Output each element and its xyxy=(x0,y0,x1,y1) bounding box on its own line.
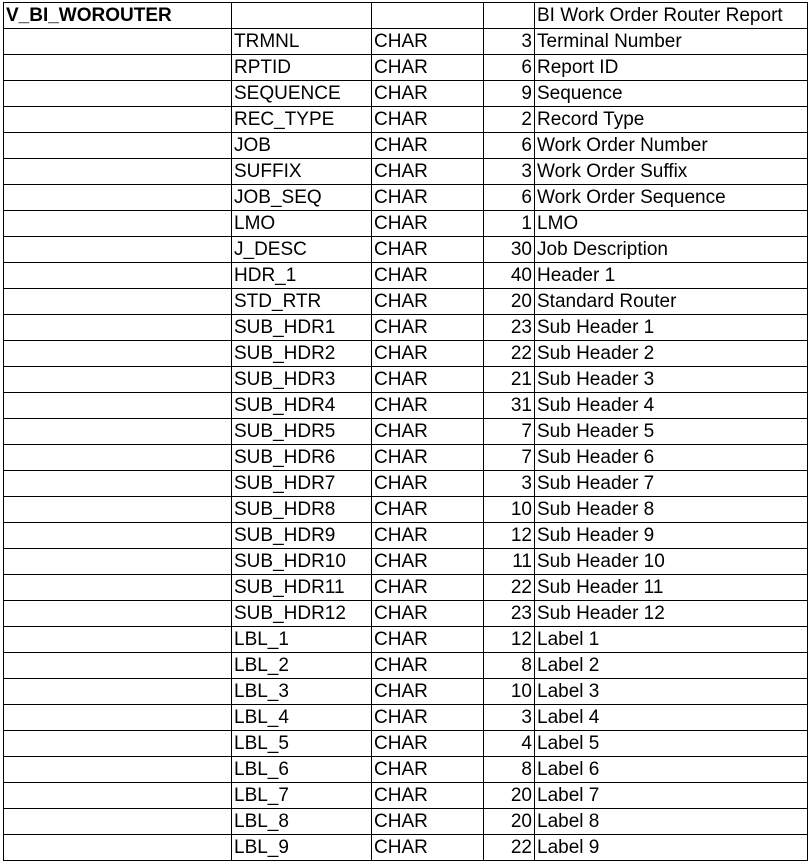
field-name-cell: SUB_HDR2 xyxy=(232,341,372,367)
field-name-cell: LBL_9 xyxy=(232,835,372,861)
description-cell: Work Order Number xyxy=(535,133,808,159)
empty-cell xyxy=(4,549,232,575)
length-cell: 6 xyxy=(484,133,535,159)
length-cell: 3 xyxy=(484,705,535,731)
length-cell: 10 xyxy=(484,497,535,523)
empty-cell xyxy=(4,575,232,601)
empty-cell xyxy=(232,3,372,29)
field-name-cell: HDR_1 xyxy=(232,263,372,289)
data-type-cell: CHAR xyxy=(372,731,484,757)
empty-cell xyxy=(4,159,232,185)
field-name-cell: SUB_HDR4 xyxy=(232,393,372,419)
length-cell: 22 xyxy=(484,341,535,367)
empty-cell xyxy=(4,705,232,731)
data-type-cell: CHAR xyxy=(372,367,484,393)
data-type-cell: CHAR xyxy=(372,757,484,783)
field-name-cell: SUB_HDR8 xyxy=(232,497,372,523)
description-cell: Label 9 xyxy=(535,835,808,861)
empty-cell xyxy=(4,185,232,211)
data-type-cell: CHAR xyxy=(372,107,484,133)
data-type-cell: CHAR xyxy=(372,809,484,835)
field-name-cell: SUB_HDR1 xyxy=(232,315,372,341)
data-type-cell: CHAR xyxy=(372,29,484,55)
empty-cell xyxy=(4,29,232,55)
data-type-cell: CHAR xyxy=(372,315,484,341)
table-row xyxy=(4,757,808,783)
description-cell: Sub Header 6 xyxy=(535,445,808,471)
field-name-cell: SUB_HDR12 xyxy=(232,601,372,627)
field-name-cell: SUB_HDR11 xyxy=(232,575,372,601)
data-type-cell: CHAR xyxy=(372,471,484,497)
field-name-cell: LBL_2 xyxy=(232,653,372,679)
table-row xyxy=(4,523,808,549)
description-cell: Work Order Suffix xyxy=(535,159,808,185)
field-name-cell: JOB_SEQ xyxy=(232,185,372,211)
empty-cell xyxy=(4,731,232,757)
field-name-cell: JOB xyxy=(232,133,372,159)
empty-cell xyxy=(4,81,232,107)
empty-cell xyxy=(4,653,232,679)
table-row xyxy=(4,107,808,133)
field-name-cell: SUB_HDR7 xyxy=(232,471,372,497)
table-row xyxy=(4,237,808,263)
table-row xyxy=(4,471,808,497)
table-row xyxy=(4,783,808,809)
empty-cell xyxy=(4,55,232,81)
field-name-cell: LBL_8 xyxy=(232,809,372,835)
data-type-cell: CHAR xyxy=(372,575,484,601)
description-cell: Sub Header 7 xyxy=(535,471,808,497)
table-row xyxy=(4,549,808,575)
table-row xyxy=(4,705,808,731)
length-cell: 22 xyxy=(484,835,535,861)
length-cell: 22 xyxy=(484,575,535,601)
empty-cell xyxy=(4,471,232,497)
data-type-cell: CHAR xyxy=(372,55,484,81)
length-cell: 7 xyxy=(484,419,535,445)
table-row xyxy=(4,835,808,861)
data-type-cell: CHAR xyxy=(372,341,484,367)
empty-cell xyxy=(4,809,232,835)
table-row xyxy=(4,393,808,419)
data-type-cell: CHAR xyxy=(372,393,484,419)
description-cell: Sub Header 12 xyxy=(535,601,808,627)
description-cell: Sub Header 8 xyxy=(535,497,808,523)
length-cell: 9 xyxy=(484,81,535,107)
field-name-cell: TRMNL xyxy=(232,29,372,55)
description-cell: Label 8 xyxy=(535,809,808,835)
description-cell: Sequence xyxy=(535,81,808,107)
description-cell: Standard Router xyxy=(535,289,808,315)
length-cell: 11 xyxy=(484,549,535,575)
data-type-cell: CHAR xyxy=(372,835,484,861)
empty-cell xyxy=(4,757,232,783)
length-cell: 20 xyxy=(484,783,535,809)
field-name-cell: LBL_5 xyxy=(232,731,372,757)
length-cell: 8 xyxy=(484,757,535,783)
table-row xyxy=(4,315,808,341)
table-row xyxy=(4,679,808,705)
empty-cell xyxy=(4,445,232,471)
length-cell: 20 xyxy=(484,289,535,315)
field-definition-table xyxy=(3,2,808,861)
length-cell: 2 xyxy=(484,107,535,133)
table-row xyxy=(4,601,808,627)
description-cell: LMO xyxy=(535,211,808,237)
table-row xyxy=(4,55,808,81)
description-cell: Label 3 xyxy=(535,679,808,705)
description-cell: Sub Header 4 xyxy=(535,393,808,419)
table-row xyxy=(4,29,808,55)
empty-cell xyxy=(4,367,232,393)
data-type-cell: CHAR xyxy=(372,185,484,211)
field-name-cell: J_DESC xyxy=(232,237,372,263)
description-cell: Header 1 xyxy=(535,263,808,289)
report-title: BI Work Order Router Report xyxy=(535,3,808,29)
empty-cell xyxy=(4,783,232,809)
table-row xyxy=(4,185,808,211)
data-type-cell: CHAR xyxy=(372,263,484,289)
length-cell: 40 xyxy=(484,263,535,289)
empty-cell xyxy=(4,419,232,445)
length-cell: 23 xyxy=(484,601,535,627)
data-type-cell: CHAR xyxy=(372,523,484,549)
empty-cell xyxy=(4,133,232,159)
data-type-cell: CHAR xyxy=(372,627,484,653)
description-cell: Sub Header 5 xyxy=(535,419,808,445)
field-name-cell: LBL_4 xyxy=(232,705,372,731)
data-type-cell: CHAR xyxy=(372,237,484,263)
table-row xyxy=(4,497,808,523)
data-type-cell: CHAR xyxy=(372,81,484,107)
empty-cell xyxy=(4,341,232,367)
data-type-cell: CHAR xyxy=(372,497,484,523)
table-row xyxy=(4,263,808,289)
description-cell: Job Description xyxy=(535,237,808,263)
description-cell: Sub Header 2 xyxy=(535,341,808,367)
length-cell: 12 xyxy=(484,627,535,653)
description-cell: Sub Header 9 xyxy=(535,523,808,549)
length-cell: 23 xyxy=(484,315,535,341)
table-row xyxy=(4,731,808,757)
empty-cell xyxy=(4,679,232,705)
length-cell: 3 xyxy=(484,29,535,55)
description-cell: Sub Header 3 xyxy=(535,367,808,393)
field-name-cell: SUB_HDR3 xyxy=(232,367,372,393)
description-cell: Record Type xyxy=(535,107,808,133)
description-cell: Label 7 xyxy=(535,783,808,809)
view-name: V_BI_WOROUTER xyxy=(4,3,232,29)
empty-cell xyxy=(4,289,232,315)
field-name-cell: SUB_HDR6 xyxy=(232,445,372,471)
table-row xyxy=(4,211,808,237)
field-name-cell: REC_TYPE xyxy=(232,107,372,133)
data-type-cell: CHAR xyxy=(372,133,484,159)
empty-cell xyxy=(372,3,484,29)
length-cell: 7 xyxy=(484,445,535,471)
data-type-cell: CHAR xyxy=(372,601,484,627)
empty-cell xyxy=(4,263,232,289)
table-body xyxy=(4,3,808,861)
empty-cell xyxy=(484,3,535,29)
table-row xyxy=(4,81,808,107)
field-name-cell: LBL_7 xyxy=(232,783,372,809)
empty-cell xyxy=(4,237,232,263)
table-row xyxy=(4,367,808,393)
empty-cell xyxy=(4,211,232,237)
length-cell: 6 xyxy=(484,55,535,81)
field-name-cell: LBL_6 xyxy=(232,757,372,783)
description-cell: Work Order Sequence xyxy=(535,185,808,211)
data-type-cell: CHAR xyxy=(372,679,484,705)
empty-cell xyxy=(4,523,232,549)
table-row xyxy=(4,159,808,185)
field-name-cell: RPTID xyxy=(232,55,372,81)
field-name-cell: SUB_HDR5 xyxy=(232,419,372,445)
length-cell: 10 xyxy=(484,679,535,705)
data-type-cell: CHAR xyxy=(372,445,484,471)
field-name-cell: STD_RTR xyxy=(232,289,372,315)
description-cell: Label 5 xyxy=(535,731,808,757)
field-name-cell: LMO xyxy=(232,211,372,237)
data-type-cell: CHAR xyxy=(372,783,484,809)
table-row xyxy=(4,575,808,601)
description-cell: Label 1 xyxy=(535,627,808,653)
table-row xyxy=(4,653,808,679)
table-row xyxy=(4,341,808,367)
description-cell: Terminal Number xyxy=(535,29,808,55)
data-type-cell: CHAR xyxy=(372,211,484,237)
description-cell: Sub Header 1 xyxy=(535,315,808,341)
description-cell: Sub Header 10 xyxy=(535,549,808,575)
empty-cell xyxy=(4,497,232,523)
length-cell: 3 xyxy=(484,159,535,185)
data-type-cell: CHAR xyxy=(372,549,484,575)
field-name-cell: SUFFIX xyxy=(232,159,372,185)
empty-cell xyxy=(4,315,232,341)
table-row xyxy=(4,445,808,471)
length-cell: 6 xyxy=(484,185,535,211)
data-type-cell: CHAR xyxy=(372,159,484,185)
length-cell: 12 xyxy=(484,523,535,549)
length-cell: 20 xyxy=(484,809,535,835)
length-cell: 31 xyxy=(484,393,535,419)
empty-cell xyxy=(4,107,232,133)
field-name-cell: SUB_HDR10 xyxy=(232,549,372,575)
empty-cell xyxy=(4,601,232,627)
data-type-cell: CHAR xyxy=(372,289,484,315)
length-cell: 1 xyxy=(484,211,535,237)
field-name-cell: LBL_1 xyxy=(232,627,372,653)
table-row xyxy=(4,133,808,159)
length-cell: 21 xyxy=(484,367,535,393)
header-row xyxy=(4,3,808,29)
field-name-cell: SEQUENCE xyxy=(232,81,372,107)
data-type-cell: CHAR xyxy=(372,705,484,731)
empty-cell xyxy=(4,835,232,861)
table-row xyxy=(4,289,808,315)
data-type-cell: CHAR xyxy=(372,653,484,679)
length-cell: 8 xyxy=(484,653,535,679)
empty-cell xyxy=(4,393,232,419)
description-cell: Label 6 xyxy=(535,757,808,783)
length-cell: 4 xyxy=(484,731,535,757)
table-row xyxy=(4,809,808,835)
length-cell: 3 xyxy=(484,471,535,497)
empty-cell xyxy=(4,627,232,653)
description-cell: Report ID xyxy=(535,55,808,81)
description-cell: Sub Header 11 xyxy=(535,575,808,601)
table-row xyxy=(4,419,808,445)
data-type-cell: CHAR xyxy=(372,419,484,445)
field-name-cell: LBL_3 xyxy=(232,679,372,705)
description-cell: Label 2 xyxy=(535,653,808,679)
table-row xyxy=(4,627,808,653)
length-cell: 30 xyxy=(484,237,535,263)
field-name-cell: SUB_HDR9 xyxy=(232,523,372,549)
description-cell: Label 4 xyxy=(535,705,808,731)
